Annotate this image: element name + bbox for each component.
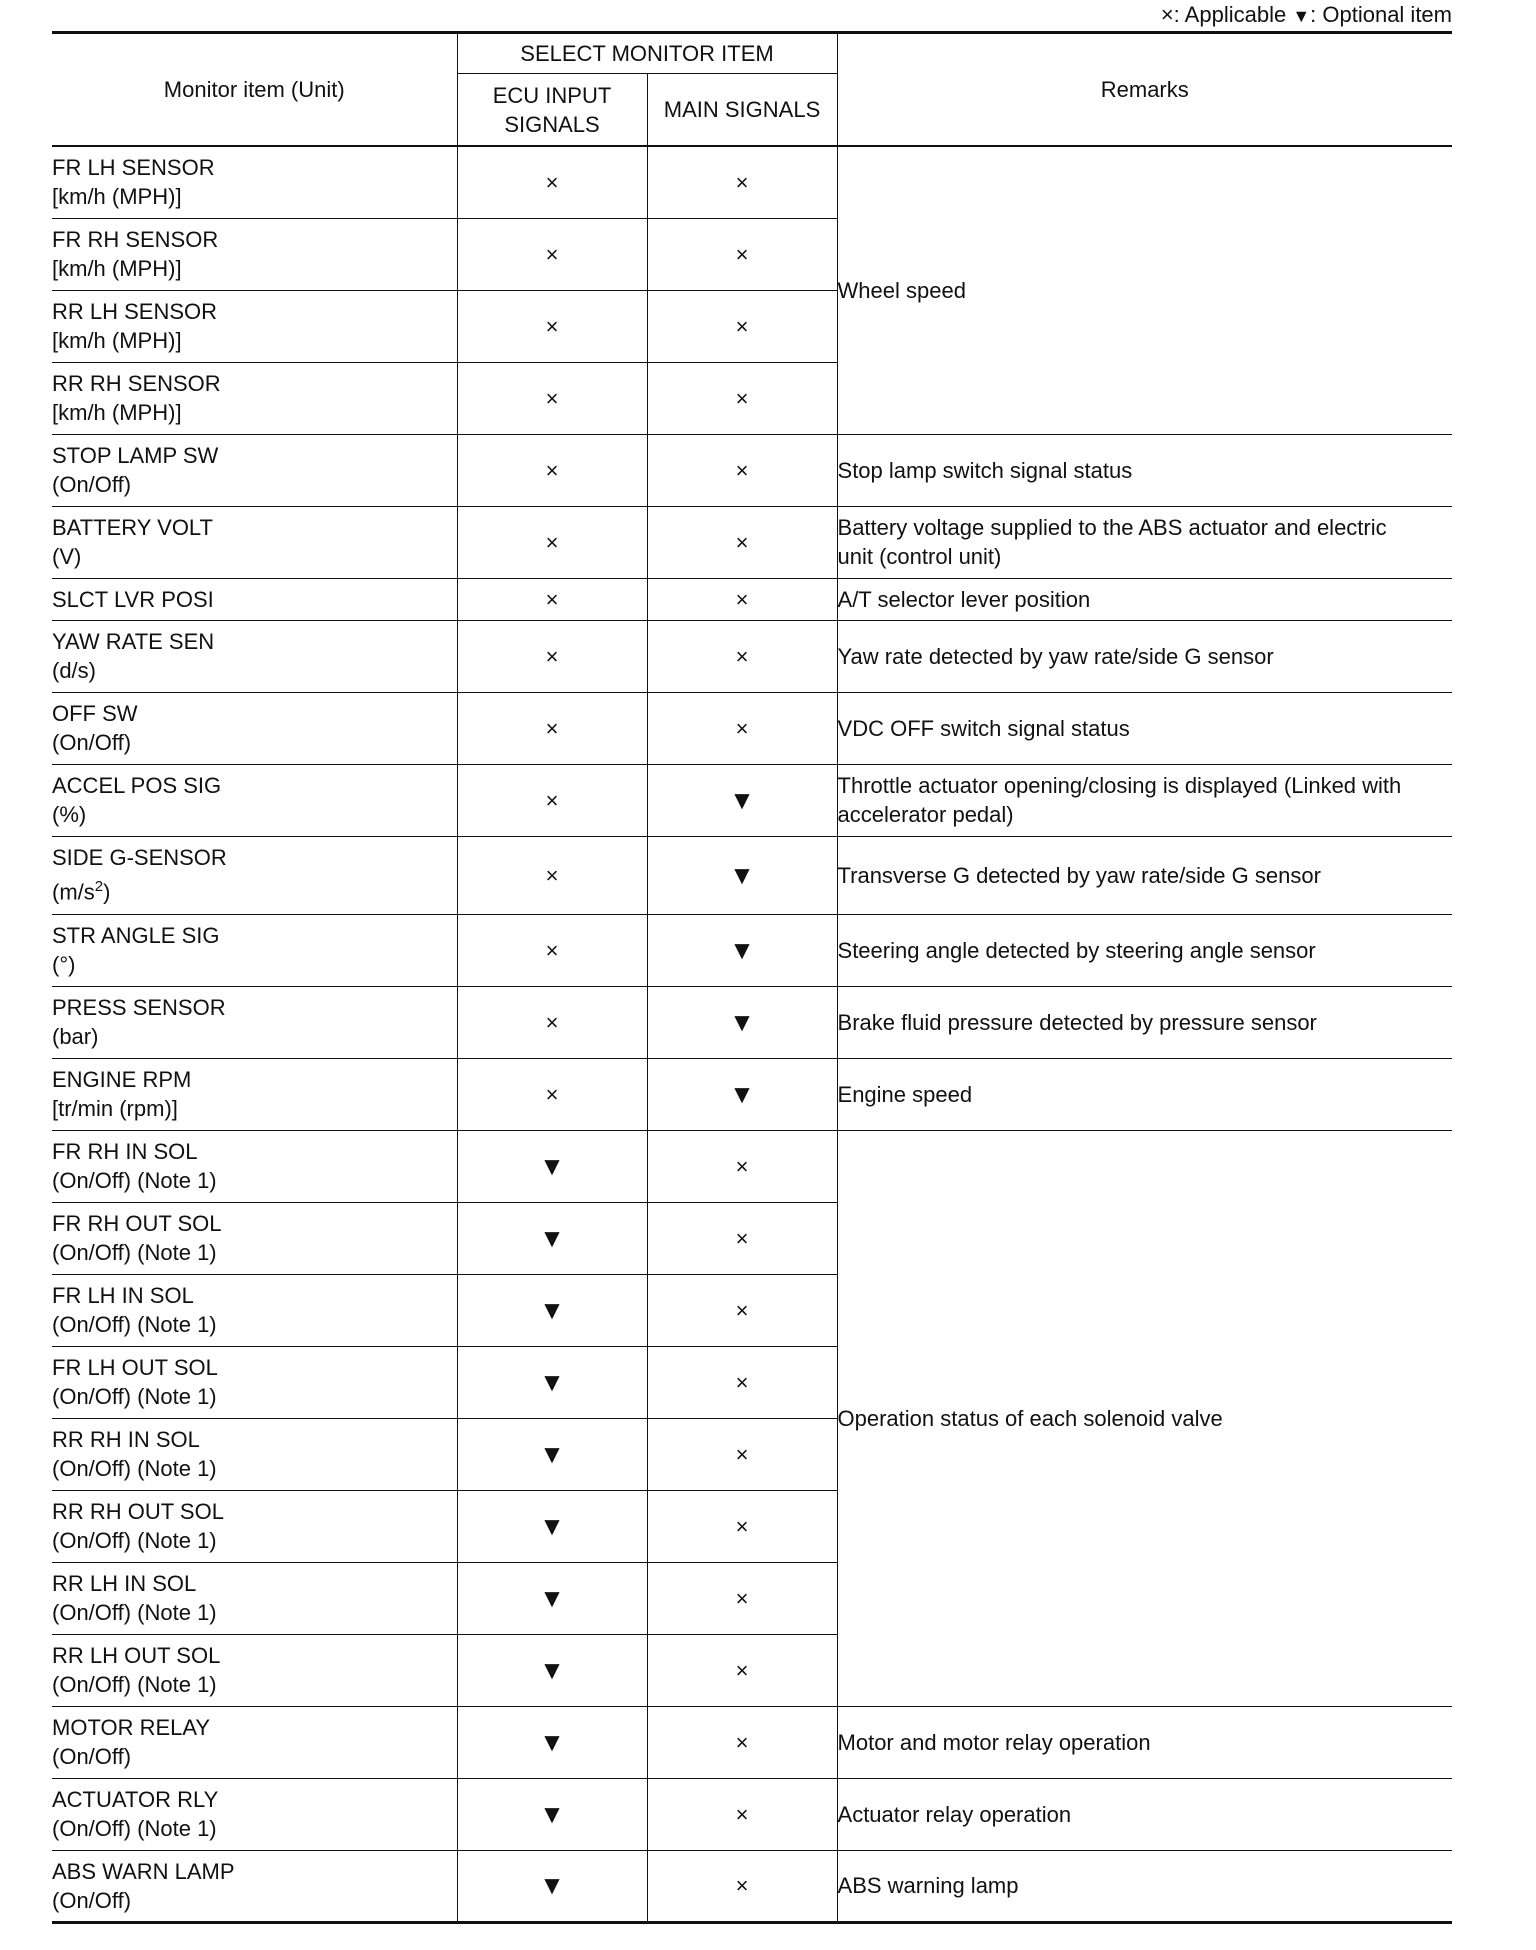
item-unit: [km/h (MPH)] (52, 184, 182, 210)
main-signals-mark: × (647, 218, 837, 290)
monitor-item (52, 1274, 457, 1346)
header-main-signals: MAIN SIGNALS (647, 74, 837, 147)
item-unit: (On/Off) (Note 1) (52, 1168, 217, 1193)
monitor-item (52, 434, 457, 506)
ecu-input-mark: × (457, 578, 647, 620)
item-name: RR LH SENSOR (52, 299, 218, 324)
main-signals-mark: × (647, 1130, 837, 1202)
main-signals-mark: × (647, 692, 837, 764)
item-name: ENGINE RPM (52, 1067, 192, 1092)
item-name: SIDE G-SENSOR (52, 845, 227, 871)
header-remarks: Remarks (837, 33, 1452, 147)
item-unit-text: (m/s (52, 879, 95, 905)
main-signals-mark: × (647, 434, 837, 506)
item-name: STR ANGLE SIG (52, 923, 220, 948)
ecu-input-mark: ▼ (457, 1202, 647, 1274)
item-name: YAW RATE SEN (52, 629, 215, 654)
ecu-input-mark: × (457, 362, 647, 434)
monitor-item (52, 1058, 457, 1130)
item-unit: (On/Off) (Note 1) (52, 1816, 217, 1841)
main-signals-mark: × (647, 1706, 837, 1778)
main-signals-mark: × (647, 290, 837, 362)
main-signals-mark: × (647, 578, 837, 620)
monitor-item (52, 1130, 457, 1202)
item-name: FR LH SENSOR (52, 155, 215, 181)
monitor-item (52, 578, 457, 620)
main-signals-mark: × (647, 506, 837, 578)
item-unit-sup: 2 (94, 878, 104, 896)
ecu-input-mark: × (457, 764, 647, 836)
table-row (52, 914, 1452, 986)
legend (1161, 0, 1452, 30)
monitor-item (52, 1778, 457, 1850)
main-signals-mark: ▼ (647, 914, 837, 986)
ecu-input-mark: × (457, 1058, 647, 1130)
table-row (52, 506, 1452, 578)
monitor-item (52, 362, 457, 434)
item-name: FR LH IN SOL (52, 1283, 194, 1308)
ecu-input-mark: ▼ (457, 1274, 647, 1346)
item-unit: (On/Off) (Note 1) (52, 1384, 217, 1409)
item-name: BATTERY VOLT (52, 515, 213, 540)
item-name: RR RH IN SOL (52, 1427, 200, 1452)
item-unit: [tr/min (rpm)] (52, 1096, 178, 1121)
ecu-input-mark: × (457, 692, 647, 764)
item-unit: (On/Off) (52, 730, 132, 755)
monitor-item (52, 986, 457, 1058)
monitor-item (52, 1346, 457, 1418)
item-unit: (bar) (52, 1024, 99, 1049)
ecu-input-mark: ▼ (457, 1490, 647, 1562)
monitor-item (52, 1706, 457, 1778)
table-row (52, 692, 1452, 764)
remark (837, 764, 1452, 836)
item-unit: [km/h (MPH)] (52, 256, 182, 281)
monitor-item (52, 692, 457, 764)
ecu-input-mark: ▼ (457, 1562, 647, 1634)
remark: Wheel speed (837, 146, 1452, 434)
item-name: FR RH IN SOL (52, 1139, 198, 1164)
ecu-input-mark: ▼ (457, 1418, 647, 1490)
item-name: FR RH OUT SOL (52, 1211, 222, 1236)
main-signals-mark: × (647, 1274, 837, 1346)
remark (837, 506, 1452, 578)
table-row (52, 146, 1452, 218)
item-unit: (On/Off) (Note 1) (52, 1528, 217, 1553)
ecu-input-mark: ▼ (457, 1130, 647, 1202)
item-unit: (On/Off) (Note 1) (52, 1672, 217, 1697)
remark: Steering angle detected by steering angle sensor (837, 914, 1452, 986)
ecu-input-mark: × (457, 218, 647, 290)
item-unit: (°) (52, 952, 76, 977)
item-unit: [km/h (MPH)] (52, 328, 182, 353)
main-signals-mark: ▼ (647, 764, 837, 836)
table-row (52, 1130, 1452, 1202)
monitor-item-table (52, 31, 1452, 1924)
main-signals-mark: × (647, 146, 837, 218)
main-signals-mark: × (647, 1634, 837, 1706)
item-name: ACTUATOR RLY (52, 1787, 219, 1812)
monitor-item (52, 1418, 457, 1490)
main-signals-mark: × (647, 1202, 837, 1274)
monitor-item (52, 1634, 457, 1706)
remark: Actuator relay operation (837, 1778, 1452, 1850)
item-unit: (%) (52, 802, 87, 827)
ecu-input-mark: × (457, 506, 647, 578)
item-unit: (On/Off) (Note 1) (52, 1312, 217, 1337)
remark: Engine speed (837, 1058, 1452, 1130)
monitor-item (52, 290, 457, 362)
remark: A/T selector lever position (837, 578, 1452, 620)
item-unit: (On/Off) (Note 1) (52, 1240, 217, 1265)
item-unit: (On/Off) (52, 472, 132, 497)
item-unit: (V) (52, 544, 82, 569)
ecu-input-mark: × (457, 290, 647, 362)
optional-label: : Optional item (1310, 2, 1452, 27)
monitor-item (52, 764, 457, 836)
ecu-input-mark: × (457, 914, 647, 986)
monitor-item (52, 218, 457, 290)
item-unit (52, 872, 457, 906)
item-name: SLCT LVR POSI (52, 586, 214, 612)
ecu-input-mark: ▼ (457, 1850, 647, 1922)
header-monitor-item: Monitor item (Unit) (52, 33, 457, 147)
item-name: RR LH IN SOL (52, 1571, 197, 1596)
ecu-input-mark: × (457, 986, 647, 1058)
table-row (52, 578, 1452, 620)
item-unit: (d/s) (52, 658, 96, 683)
optional-symbol: ▼ (1292, 6, 1311, 26)
remark: ABS warning lamp (837, 1850, 1452, 1922)
monitor-item (52, 506, 457, 578)
main-signals-mark: × (647, 1778, 837, 1850)
item-unit: (On/Off) (Note 1) (52, 1600, 217, 1625)
remark: Brake fluid pressure detected by pressure sensor (837, 986, 1452, 1058)
item-unit: (On/Off) (52, 1744, 132, 1769)
remark-line: unit (control unit) (837, 544, 1002, 569)
item-name: MOTOR RELAY (52, 1715, 211, 1740)
monitor-item (52, 620, 457, 692)
applicable-label: : Applicable (1173, 2, 1287, 27)
remark-line: Battery voltage supplied to the ABS actuator and electric (837, 515, 1387, 540)
main-signals-mark: × (647, 1850, 837, 1922)
main-signals-mark: ▼ (647, 1058, 837, 1130)
remark: VDC OFF switch signal status (837, 692, 1452, 764)
ecu-input-mark: × (457, 434, 647, 506)
remark-line: Throttle actuator opening/closing is displayed (Linked with (837, 773, 1402, 798)
applicable-symbol: × (1160, 2, 1174, 27)
remark-line: accelerator pedal) (837, 802, 1014, 827)
main-signals-mark: × (647, 362, 837, 434)
table-row (52, 434, 1452, 506)
monitor-item (52, 146, 457, 218)
ecu-input-mark: ▼ (457, 1634, 647, 1706)
main-signals-mark: ▼ (647, 836, 837, 914)
table-row (52, 1778, 1452, 1850)
ecu-input-mark: ▼ (457, 1778, 647, 1850)
main-signals-mark: × (647, 620, 837, 692)
item-name: RR RH SENSOR (52, 371, 221, 396)
item-name: FR RH SENSOR (52, 227, 219, 252)
item-name: RR RH OUT SOL (52, 1499, 224, 1524)
ecu-input-mark: × (457, 836, 647, 914)
monitor-item (52, 914, 457, 986)
item-name: PRESS SENSOR (52, 995, 226, 1020)
monitor-item (52, 1202, 457, 1274)
header-select-monitor-item: SELECT MONITOR ITEM (457, 33, 837, 74)
remark: Yaw rate detected by yaw rate/side G sensor (837, 620, 1452, 692)
item-unit-end: ) (103, 879, 111, 905)
monitor-item (52, 1490, 457, 1562)
main-signals-mark: ▼ (647, 986, 837, 1058)
table-row (52, 986, 1452, 1058)
item-unit: (On/Off) (52, 1887, 132, 1913)
remark: Transverse G detected by yaw rate/side G sensor (837, 836, 1452, 914)
ecu-input-mark: ▼ (457, 1706, 647, 1778)
table-row (52, 1706, 1452, 1778)
remark: Stop lamp switch signal status (837, 434, 1452, 506)
table-row (52, 836, 1452, 914)
item-name: OFF SW (52, 701, 138, 726)
header-ecu-input-line1: ECU INPUT (492, 82, 612, 108)
table-row (52, 1058, 1452, 1130)
table-row (52, 1850, 1452, 1922)
ecu-input-mark: × (457, 620, 647, 692)
header-ecu-input-line2: SIGNALS (504, 111, 600, 137)
item-name: ABS WARN LAMP (52, 1858, 235, 1884)
table-row (52, 764, 1452, 836)
item-name: ACCEL POS SIG (52, 773, 222, 798)
remark: Motor and motor relay operation (837, 1706, 1452, 1778)
item-name: FR LH OUT SOL (52, 1355, 218, 1380)
item-unit: (On/Off) (Note 1) (52, 1456, 217, 1481)
main-signals-mark: × (647, 1346, 837, 1418)
item-unit: [km/h (MPH)] (52, 400, 182, 425)
remark: Operation status of each solenoid valve (837, 1130, 1452, 1706)
monitor-item (52, 1850, 457, 1922)
header-ecu-input-signals (457, 74, 647, 147)
table-row (52, 620, 1452, 692)
item-name: STOP LAMP SW (52, 443, 219, 468)
item-name: RR LH OUT SOL (52, 1643, 221, 1668)
ecu-input-mark: ▼ (457, 1346, 647, 1418)
monitor-item (52, 1562, 457, 1634)
main-signals-mark: × (647, 1490, 837, 1562)
monitor-item (52, 836, 457, 914)
main-signals-mark: × (647, 1562, 837, 1634)
main-signals-mark: × (647, 1418, 837, 1490)
ecu-input-mark: × (457, 146, 647, 218)
